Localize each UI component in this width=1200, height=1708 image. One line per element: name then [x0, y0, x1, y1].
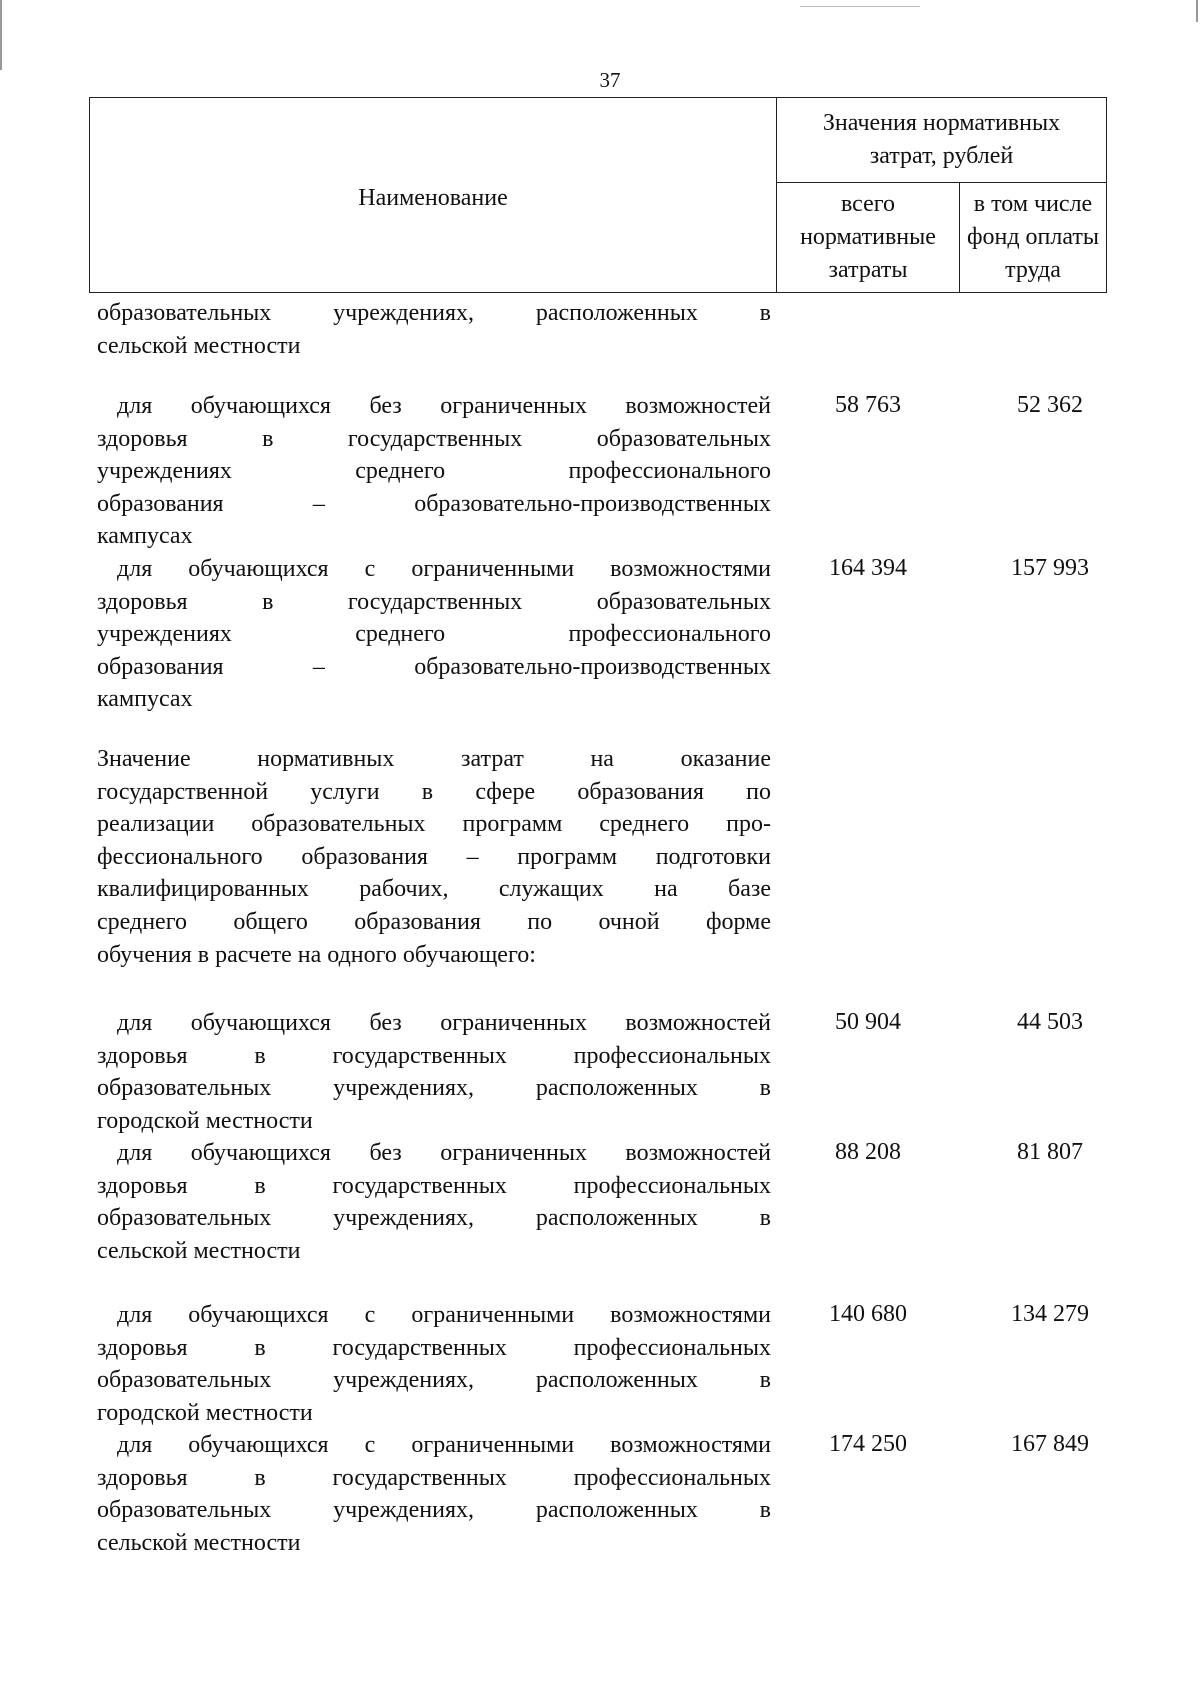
text-line: учреждениях среднего профессионального	[97, 458, 771, 485]
table-row-description	[97, 1007, 771, 1137]
text-line: квалифицированных рабочих, служащих на базе	[97, 876, 771, 903]
text-line: Значение нормативных затрат на оказание	[97, 746, 771, 772]
scan-edge-mark	[800, 6, 920, 7]
table-row-description	[97, 390, 771, 553]
column-header-total	[777, 183, 960, 293]
text-line: сельской местности	[97, 1237, 301, 1264]
row-total-value: 164 394	[829, 555, 907, 581]
table-row-description	[97, 1299, 771, 1429]
row-total-value: 50 904	[835, 1009, 901, 1035]
text-line: образовательных учреждениях, расположенных в	[97, 1075, 771, 1102]
text-line: кампусах	[97, 523, 193, 550]
text-line: здоровья в государственных профессиональных	[97, 1172, 771, 1199]
row-wage-value: 134 279	[1011, 1301, 1089, 1327]
text-line: сельской местности	[97, 332, 301, 359]
page-number: 37	[599, 68, 621, 92]
column-header-wage-line: в том числе	[973, 191, 1093, 217]
row-wage-value: 52 362	[1017, 392, 1083, 418]
text-line: образовательных учреждениях, расположенных в	[97, 1367, 771, 1394]
column-header-name-label: Наименование	[358, 185, 508, 211]
column-header-name	[90, 98, 777, 293]
column-header-total-line: затраты	[828, 257, 908, 283]
text-line: для обучающихся с ограниченными возможностями	[117, 556, 771, 582]
table-row-description	[97, 1429, 771, 1559]
column-group-label: Значения нормативных затрат, рублей	[822, 110, 1061, 169]
text-line: здоровья в государственных образовательных	[97, 425, 771, 452]
text-line: здоровья в государственных профессиональных	[97, 1464, 771, 1491]
text-line: для обучающихся без ограниченных возможностей	[117, 1140, 771, 1166]
text-line: для обучающихся с ограниченными возможностями	[117, 1302, 771, 1328]
column-group-header	[777, 98, 1107, 183]
text-line: городской местности	[97, 1399, 313, 1426]
scan-edge-mark	[1196, 0, 1198, 22]
row-wage-value: 44 503	[1017, 1009, 1083, 1035]
text-line: для обучающихся с ограниченными возможностями	[117, 1432, 771, 1458]
section-heading	[97, 743, 771, 971]
text-line: обучения в расчете на одного обучающего:	[97, 941, 536, 968]
text-line: образовательных учреждениях, расположенных в	[97, 1497, 771, 1524]
table-row-description	[97, 553, 771, 716]
text-line: государственной услуги в сфере образования по	[97, 778, 771, 805]
row-total-value: 174 250	[829, 1431, 907, 1457]
text-line: среднего общего образования по очной форме	[97, 908, 771, 935]
text-line: образовательных учреждениях, расположенных в	[97, 300, 771, 326]
text-line: кампусах	[97, 686, 193, 713]
text-line: для обучающихся без ограниченных возможностей	[117, 393, 771, 419]
text-line: образования – образовательно-производственных	[97, 653, 771, 680]
text-line: фессионального образования – программ подготовки	[97, 843, 771, 870]
table-row-description	[97, 1137, 771, 1267]
continuation-text	[97, 297, 771, 362]
scan-edge-mark	[0, 0, 2, 70]
row-wage-value: 167 849	[1011, 1431, 1089, 1457]
text-line: учреждениях среднего профессионального	[97, 621, 771, 648]
column-header-total-line: всего	[840, 191, 896, 217]
row-wage-value: 81 807	[1017, 1139, 1083, 1165]
row-total-value: 58 763	[835, 392, 901, 418]
column-header-wage-line: фонд оплаты	[966, 224, 1100, 250]
text-line: здоровья в государственных профессиональных	[97, 1042, 771, 1069]
table-header	[89, 97, 1107, 293]
text-line: сельской местности	[97, 1529, 301, 1556]
text-line: городской местности	[97, 1107, 313, 1134]
text-line: образования – образовательно-производственных	[97, 490, 771, 517]
column-header-total-line: нормативные	[800, 224, 936, 250]
text-line: здоровья в государственных профессиональных	[97, 1334, 771, 1361]
text-line: для обучающихся без ограниченных возможностей	[117, 1010, 771, 1036]
row-wage-value: 157 993	[1011, 555, 1089, 581]
column-header-wage	[960, 183, 1107, 293]
row-total-value: 140 680	[829, 1301, 907, 1327]
row-total-value: 88 208	[835, 1139, 901, 1165]
text-line: реализации образовательных программ среднего про-	[97, 811, 771, 838]
text-line: образовательных учреждениях, расположенных в	[97, 1205, 771, 1232]
column-header-wage-line: труда	[1005, 257, 1061, 283]
text-line: здоровья в государственных образовательных	[97, 588, 771, 615]
